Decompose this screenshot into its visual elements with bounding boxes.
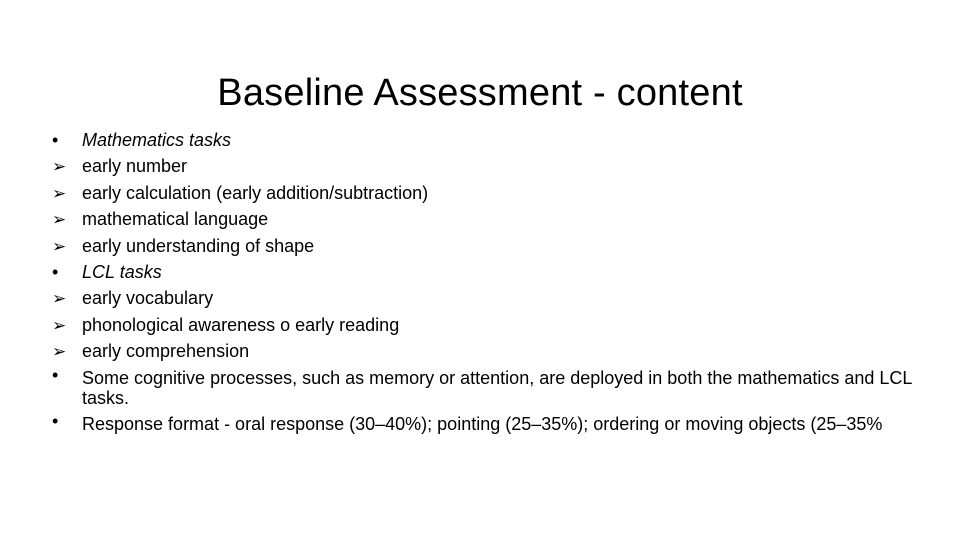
arrow-bullet-icon — [52, 206, 74, 233]
list-item — [52, 285, 912, 311]
list-item-text: Mathematics tasks — [82, 130, 232, 150]
dot-bullet-icon — [52, 259, 74, 285]
slide-title: Baseline Assessment - content — [217, 72, 743, 115]
arrow-bullet-icon — [52, 312, 74, 339]
list-item-text: LCL tasks — [82, 262, 162, 283]
list-item-text: mathematical language — [82, 209, 269, 230]
list-item — [52, 233, 912, 259]
dot-bullet-icon — [52, 127, 74, 153]
list-item-text: phonological awareness o early reading — [82, 314, 400, 335]
list-item — [52, 411, 912, 437]
list-item — [52, 365, 912, 411]
list-item — [52, 259, 912, 285]
list-item-text: early calculation (early addition/subtraction) — [82, 182, 429, 203]
list-item — [52, 180, 912, 206]
list-item-text: early vocabulary — [82, 288, 214, 309]
list-item — [52, 153, 912, 179]
list-item-text: early comprehension — [82, 341, 250, 362]
arrow-bullet-icon — [52, 338, 74, 365]
list-item — [52, 338, 912, 364]
dot-bullet-icon — [52, 411, 74, 431]
arrow-bullet-icon — [52, 180, 74, 207]
arrow-bullet-icon — [52, 285, 74, 312]
list-item — [52, 206, 912, 232]
list-item-text: Some cognitive processes, such as memory or attention, are deployed in both the mathematics and LCL tasks. — [82, 367, 912, 408]
arrow-bullet-icon — [52, 233, 74, 260]
arrow-bullet-icon — [52, 153, 74, 180]
list-item-text: early understanding of shape — [82, 235, 315, 256]
bullet-list — [52, 127, 912, 437]
list-item-text: Response format - oral response (30–40%); pointing (25–35%); ordering or moving objects (25–35% — [82, 413, 883, 434]
list-item — [52, 127, 912, 153]
list-item — [52, 312, 912, 338]
dot-bullet-icon — [52, 365, 74, 385]
list-item-text: early number — [82, 156, 188, 177]
